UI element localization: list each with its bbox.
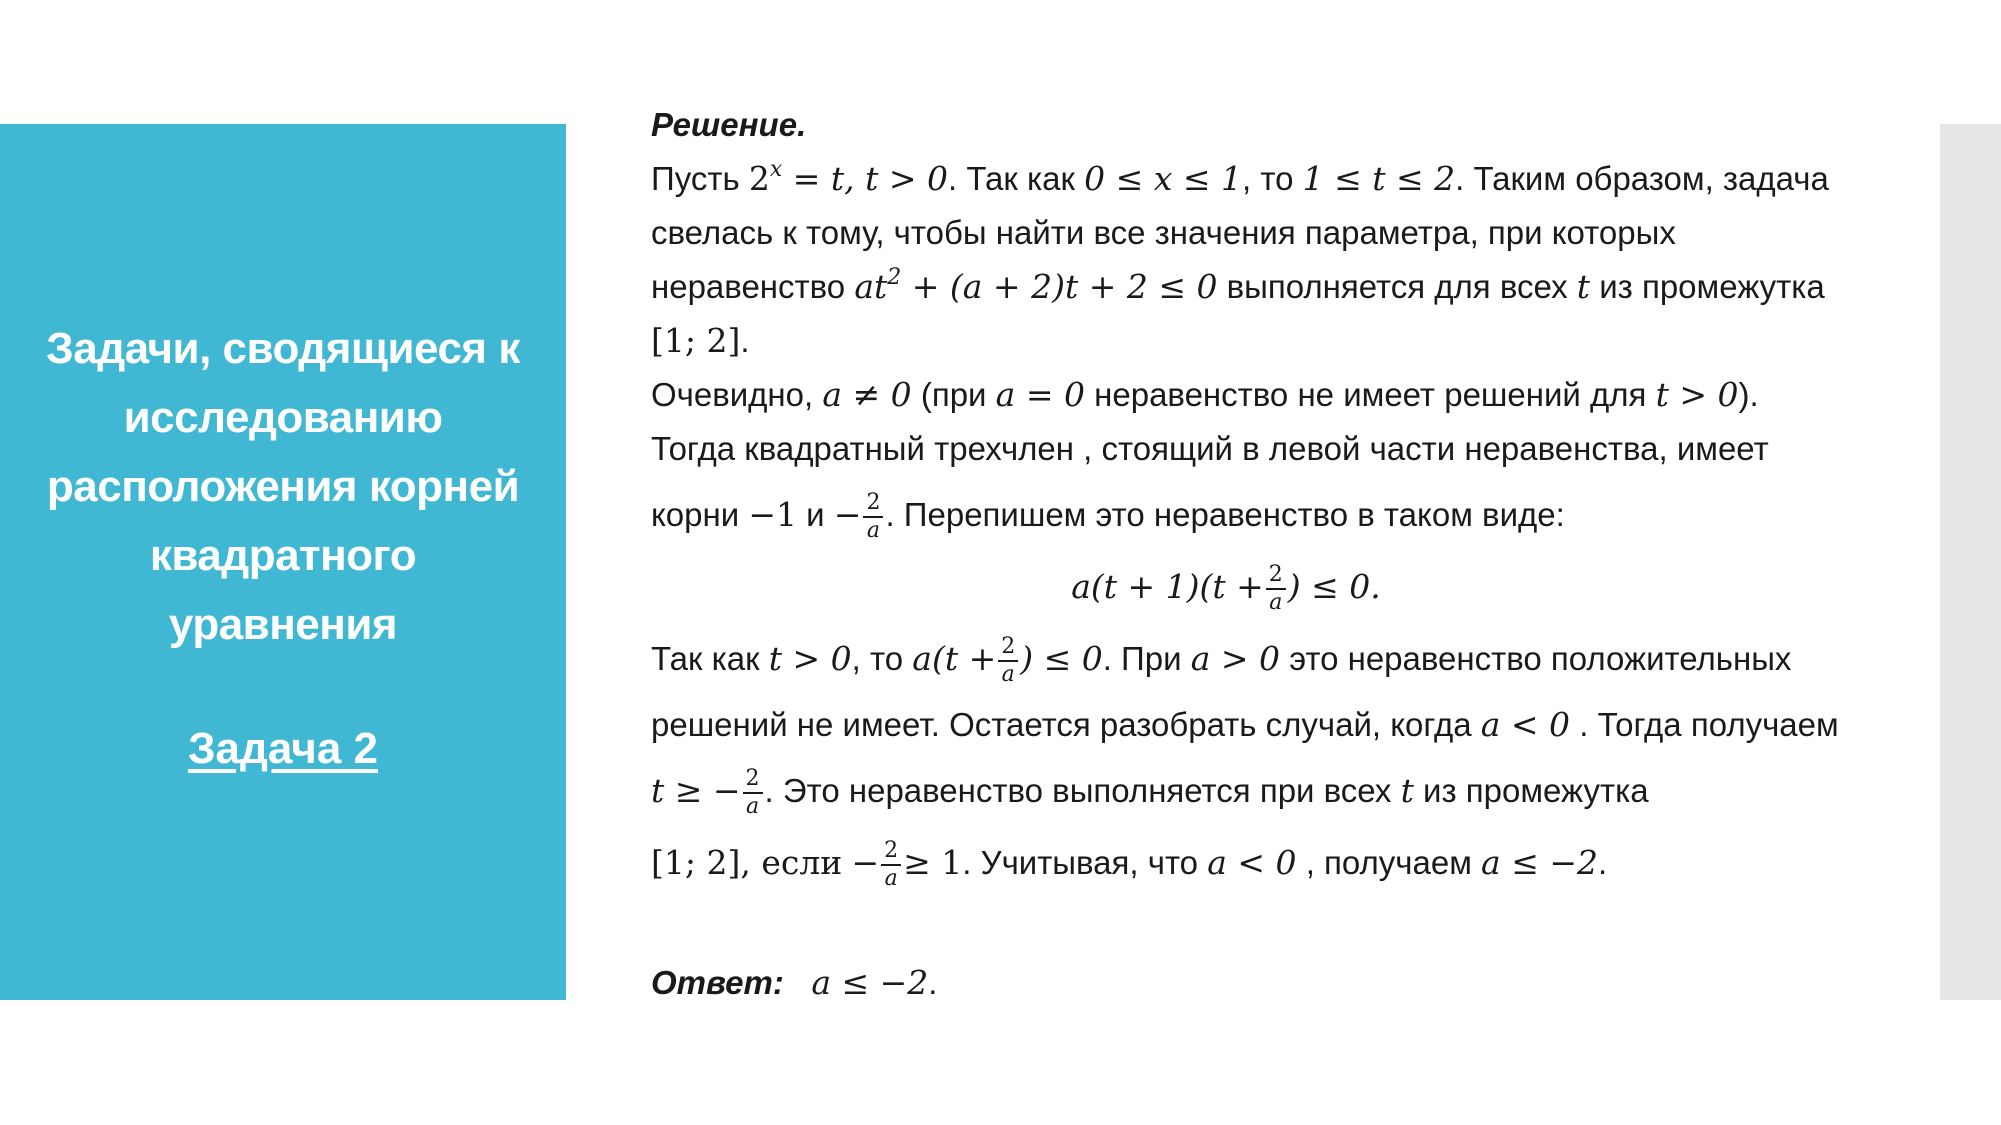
solution-equation: a(t + 1)(t + $\frac{2}{a}$ ) ≤ 0. xyxy=(1071,562,1381,616)
solution-line-9: решений не имеет. Остается разобрать случай, когда a < 0 . Тогда получаем xyxy=(651,705,1839,744)
solution-heading: Решение. xyxy=(651,106,807,143)
solution-content xyxy=(651,98,1891,1010)
task-link[interactable]: Задача 2 xyxy=(187,724,379,773)
fraction: $\frac{2}{a}$ xyxy=(998,634,1018,688)
fraction: $\frac{2}{a}$ xyxy=(881,838,901,892)
slide-title: Задачи, сводящиеся к исследованию расположения корней квадратного уравнения xyxy=(46,324,520,649)
solution-line-10: t ≥ − $\frac{2}{a}$ . Это неравенство выполняется при всех t из промежутка xyxy=(651,766,1649,820)
solution-line-4: [1; 2]. xyxy=(651,321,750,360)
solution-line-2: свелась к тому, чтобы найти все значения параметра, при которых xyxy=(651,214,1676,251)
fraction: $\frac{2}{a}$ xyxy=(743,766,763,820)
answer-value: a ≤ −2 xyxy=(811,963,929,1002)
answer-label: Ответ: xyxy=(651,964,784,1001)
right-decor-strip xyxy=(1940,124,2001,1000)
solution-line-6: Тогда квадратный трехчлен , стоящий в левой части неравенства, имеет xyxy=(651,430,1769,467)
solution-line-1: Пусть $2^x = t$, t > 0. Так как 0 ≤ x ≤ 1, то 1 ≤ t ≤ 2. Таким образом, задача xyxy=(651,157,1829,198)
answer-line: Ответ: a ≤ −2. xyxy=(651,963,938,1002)
solution-line-3: неравенство $at^2 + (a + 2)t + 2 \le 0$ выполняется для всех t из промежутка xyxy=(651,265,1825,306)
fraction: $\frac{2}{a}$ xyxy=(863,490,883,544)
solution-line-5: Очевидно, a ≠ 0 (при a = 0 неравенство не имеет решений для t > 0). xyxy=(651,375,1759,414)
solution-line-7: корни −1 и − $\frac{2}{a}$ . Перепишем это неравенство в таком виде: xyxy=(651,490,1565,544)
fraction: $\frac{2}{a}$ xyxy=(1266,562,1286,616)
title-panel xyxy=(0,124,566,1000)
solution-line-8: Так как t > 0, то a(t + $\frac{2}{a}$ ) ≤ 0. При a > 0 это неравенство положительных xyxy=(651,634,1792,688)
solution-line-11: [1; 2], если − $\frac{2}{a}$ ≥ 1. Учитывая, что a < 0 , получаем a ≤ −2. xyxy=(651,838,1608,892)
